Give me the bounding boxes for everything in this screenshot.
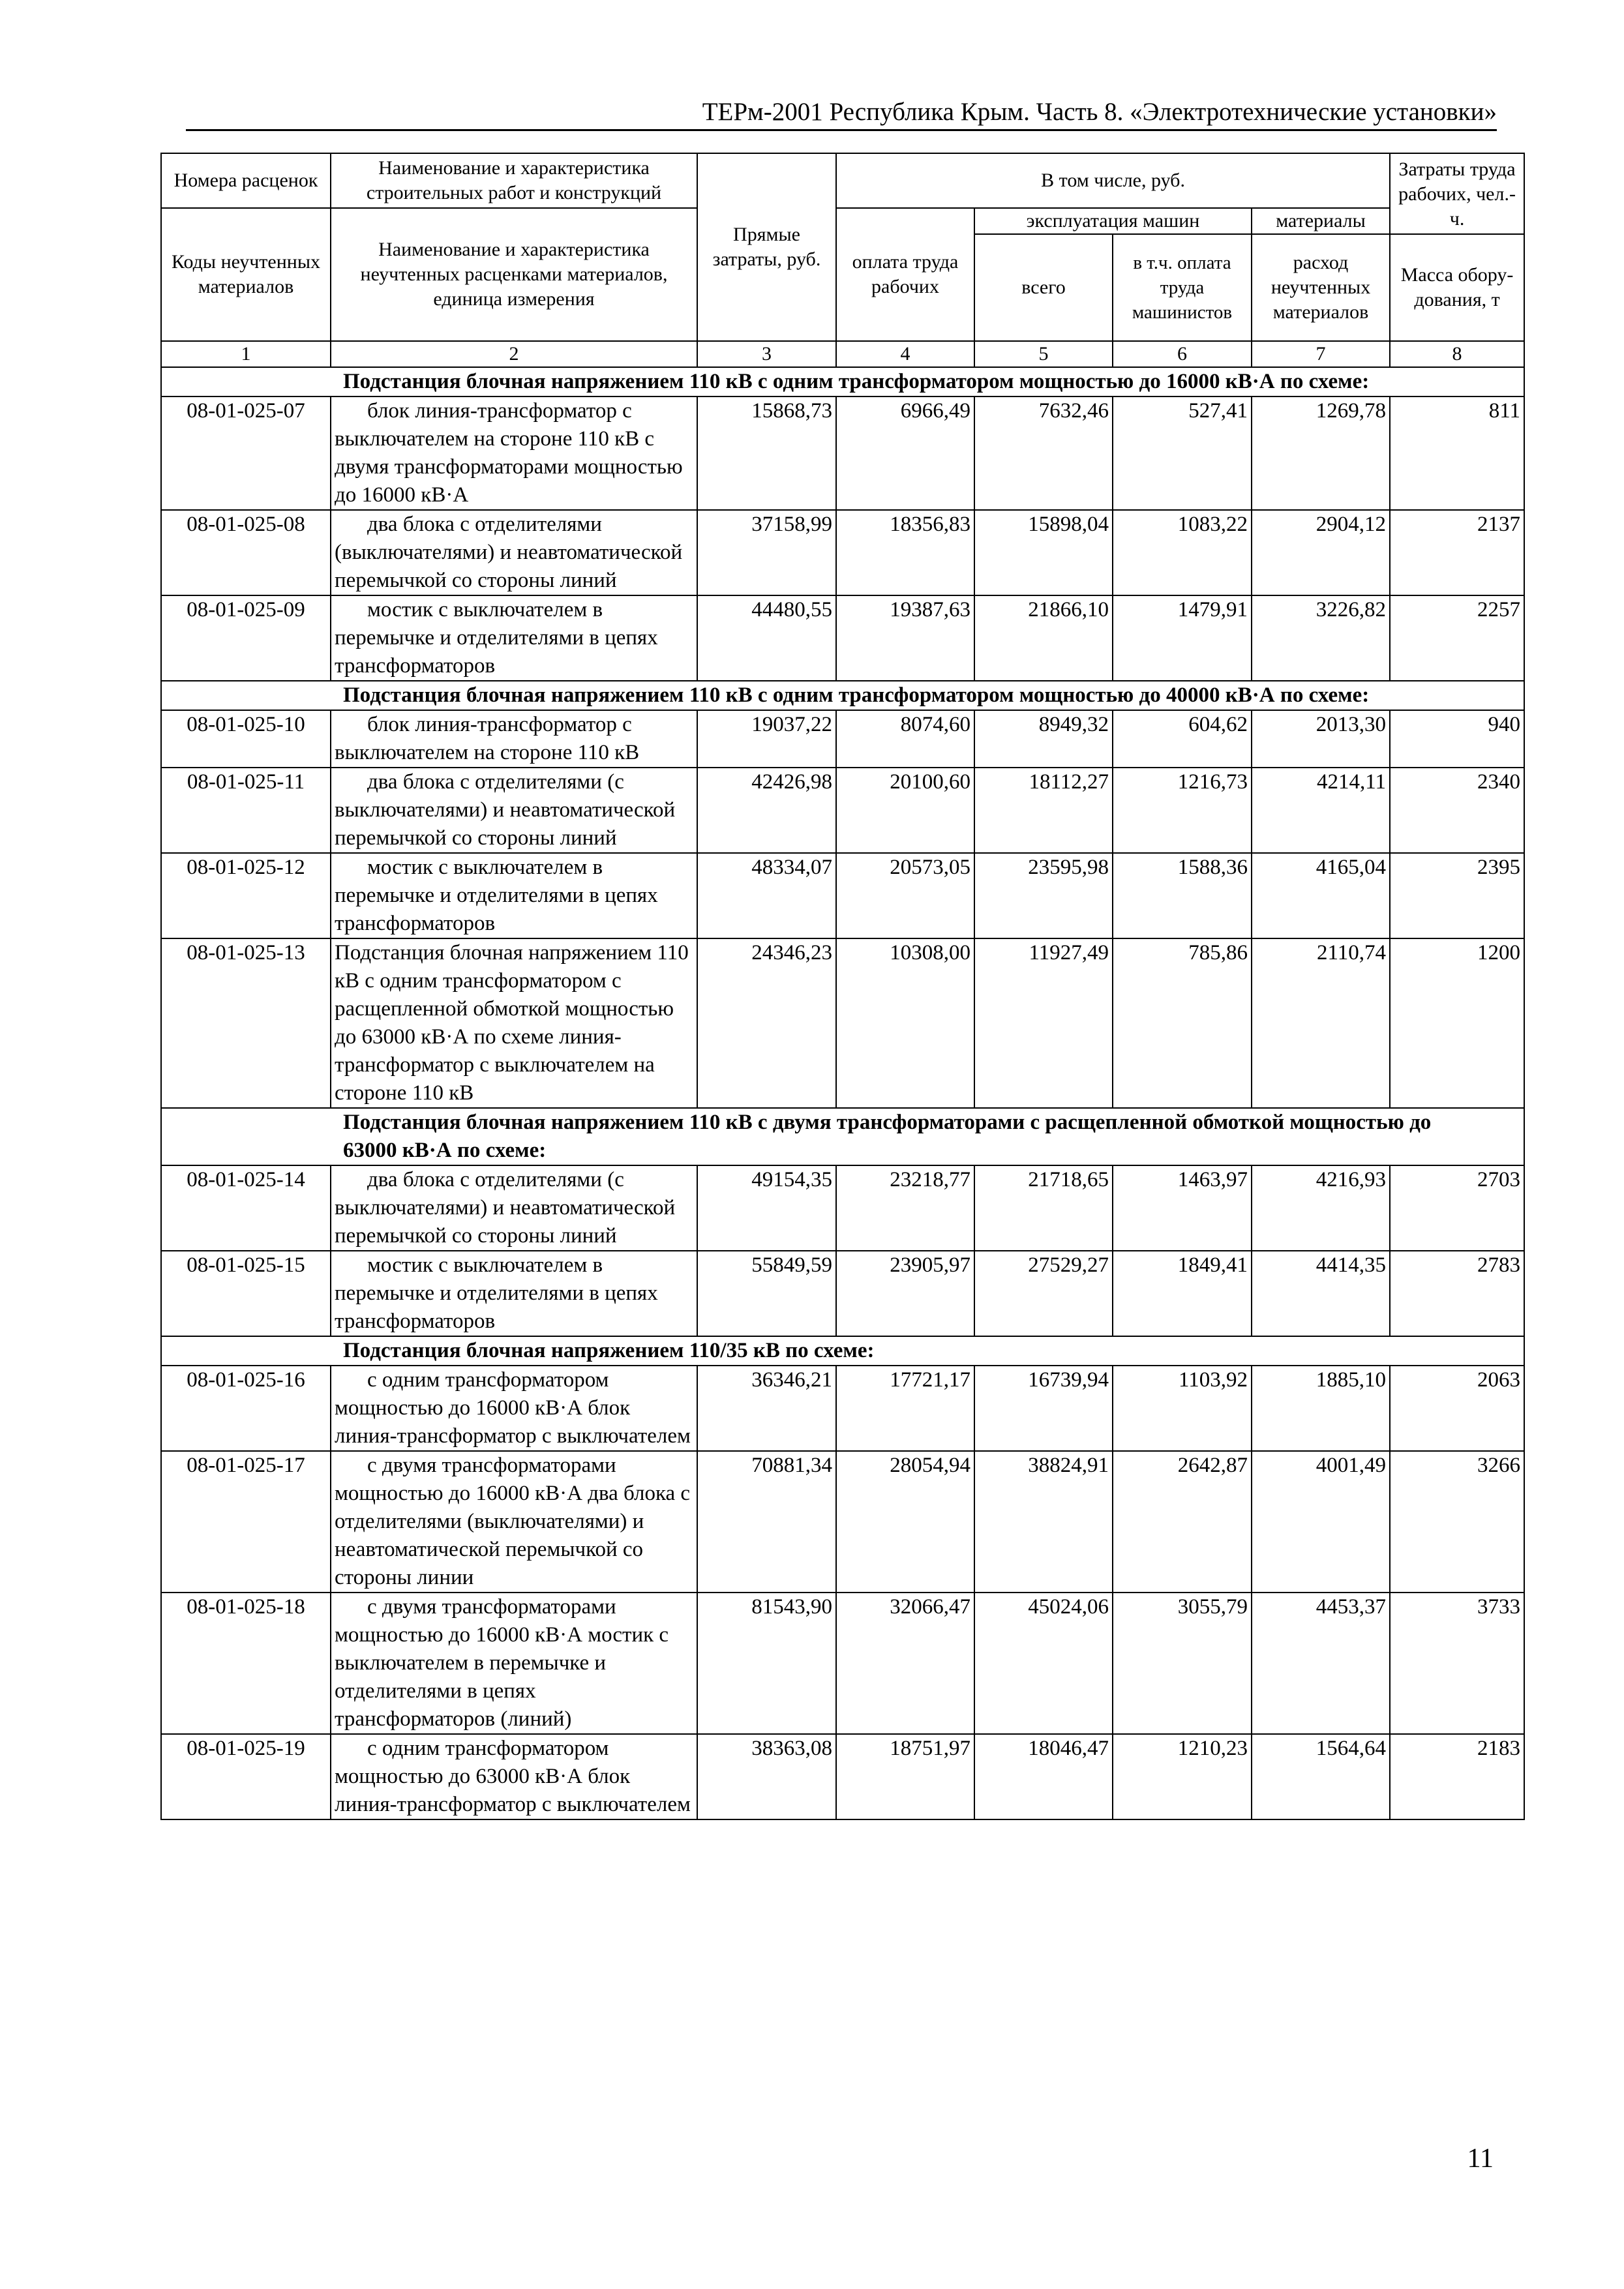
section-title: Подстанция блочная напряжением 110/35 кВ по схеме:	[161, 1336, 1524, 1366]
table-row	[161, 768, 1524, 853]
labor-hours: 811	[1390, 396, 1524, 510]
materials-cost: 4453,37	[1252, 1593, 1390, 1734]
labor-pay: 10308,00	[836, 938, 974, 1108]
header-materials: материалы	[1252, 208, 1390, 234]
work-name	[331, 1165, 697, 1251]
machines-operator-pay: 3055,79	[1113, 1593, 1252, 1734]
rate-code: 08-01-025-15	[161, 1251, 331, 1336]
machines-operator-pay: 1588,36	[1113, 853, 1252, 938]
header-unaccounted-materials: расход неучтенных материалов	[1252, 234, 1390, 341]
table-row	[161, 1251, 1524, 1336]
machines-operator-pay: 785,86	[1113, 938, 1252, 1108]
header-equipment-mass: Масса обору-дования, т	[1390, 234, 1524, 341]
machines-total: 38824,91	[974, 1451, 1113, 1593]
machines-operator-pay: 527,41	[1113, 396, 1252, 510]
machines-total: 11927,49	[974, 938, 1113, 1108]
header-machines-operator-pay: в т.ч. оплата труда машинистов	[1113, 234, 1252, 341]
work-name	[331, 1366, 697, 1451]
table-row	[161, 396, 1524, 510]
header-labor-cost: Затраты труда рабочих, чел.-ч.	[1390, 153, 1524, 234]
work-name	[331, 938, 697, 1108]
column-number: 6	[1113, 341, 1252, 367]
table-row	[161, 853, 1524, 938]
rate-code: 08-01-025-07	[161, 396, 331, 510]
work-name	[331, 1593, 697, 1734]
labor-hours: 2340	[1390, 768, 1524, 853]
rate-code: 08-01-025-18	[161, 1593, 331, 1734]
direct-costs: 38363,08	[697, 1734, 836, 1819]
work-name-text: с одним трансформатором мощностью до 63000 кВ·А блок линия-трансформатор с выключателем	[335, 1737, 691, 1816]
work-name-text: блок линия-трансформатор с выключателем на стороне 110 кВ	[335, 713, 640, 764]
labor-hours: 2395	[1390, 853, 1524, 938]
machines-total: 18046,47	[974, 1734, 1113, 1819]
table-row	[161, 938, 1524, 1108]
machines-total: 21718,65	[974, 1165, 1113, 1251]
table-row	[161, 1451, 1524, 1593]
header-material-name: Наименование и характеристика неучтенных расценками материалов, единица измерения	[331, 208, 697, 341]
work-name	[331, 1734, 697, 1819]
machines-operator-pay: 1463,97	[1113, 1165, 1252, 1251]
machines-total: 27529,27	[974, 1251, 1113, 1336]
direct-costs: 19037,22	[697, 710, 836, 768]
header-direct-costs: Прямые затраты, руб.	[697, 153, 836, 341]
work-name-text: два блока с отделителями (с выключателями) и неавтоматической перемычкой со стороны линий	[335, 770, 676, 850]
rates-table	[160, 153, 1525, 1820]
labor-pay: 8074,60	[836, 710, 974, 768]
header-incl-rub: В том числе, руб.	[836, 153, 1390, 208]
machines-operator-pay: 2642,87	[1113, 1451, 1252, 1593]
column-number: 7	[1252, 341, 1390, 367]
section-title: Подстанция блочная напряжением 110 кВ с одним трансформатором мощностью до 40000 кВ·А по схеме:	[161, 681, 1524, 710]
column-number: 3	[697, 341, 836, 367]
work-name	[331, 1251, 697, 1336]
materials-cost: 1269,78	[1252, 396, 1390, 510]
column-number: 5	[974, 341, 1113, 367]
header-work-name: Наименование и характеристика строительных работ и конструкций	[331, 153, 697, 208]
column-number: 1	[161, 341, 331, 367]
labor-pay: 18751,97	[836, 1734, 974, 1819]
column-number: 4	[836, 341, 974, 367]
machines-total: 21866,10	[974, 595, 1113, 681]
section-header-row	[161, 367, 1524, 396]
materials-cost: 4165,04	[1252, 853, 1390, 938]
machines-total: 15898,04	[974, 510, 1113, 595]
direct-costs: 37158,99	[697, 510, 836, 595]
work-name	[331, 710, 697, 768]
labor-pay: 20573,05	[836, 853, 974, 938]
section-title: Подстанция блочная напряжением 110 кВ с одним трансформатором мощностью до 16000 кВ·А по схеме:	[161, 367, 1524, 396]
work-name	[331, 595, 697, 681]
direct-costs: 48334,07	[697, 853, 836, 938]
machines-operator-pay: 1216,73	[1113, 768, 1252, 853]
table-row	[161, 1165, 1524, 1251]
work-name	[331, 510, 697, 595]
labor-pay: 17721,17	[836, 1366, 974, 1451]
materials-cost: 2013,30	[1252, 710, 1390, 768]
direct-costs: 36346,21	[697, 1366, 836, 1451]
materials-cost: 4216,93	[1252, 1165, 1390, 1251]
work-name-text: с двумя трансформаторами мощностью до 16000 кВ·А мостик с выключателем в перемычке и отделителями в цепях трансформаторов (линий)	[335, 1595, 669, 1731]
rate-code: 08-01-025-16	[161, 1366, 331, 1451]
machines-operator-pay: 1083,22	[1113, 510, 1252, 595]
direct-costs: 70881,34	[697, 1451, 836, 1593]
materials-cost: 1885,10	[1252, 1366, 1390, 1451]
work-name-text: мостик с выключателем в перемычке и отделителями в цепях трансформаторов	[335, 1253, 658, 1333]
work-name-text: два блока с отделителями (с выключателями) и неавтоматической перемычкой со стороны линий	[335, 1168, 676, 1248]
direct-costs: 55849,59	[697, 1251, 836, 1336]
header-row	[161, 153, 1524, 208]
machines-total: 23595,98	[974, 853, 1113, 938]
work-name	[331, 853, 697, 938]
labor-hours: 2137	[1390, 510, 1524, 595]
table-row	[161, 510, 1524, 595]
machines-operator-pay: 604,62	[1113, 710, 1252, 768]
rate-code: 08-01-025-08	[161, 510, 331, 595]
section-header-row	[161, 681, 1524, 710]
labor-hours: 1200	[1390, 938, 1524, 1108]
machines-operator-pay: 1210,23	[1113, 1734, 1252, 1819]
column-numbers-row	[161, 341, 1524, 367]
machines-operator-pay: 1103,92	[1113, 1366, 1252, 1451]
labor-pay: 6966,49	[836, 396, 974, 510]
labor-pay: 20100,60	[836, 768, 974, 853]
labor-hours: 3733	[1390, 1593, 1524, 1734]
table-row	[161, 1366, 1524, 1451]
header-machines-total: всего	[974, 234, 1113, 341]
labor-hours: 2063	[1390, 1366, 1524, 1451]
labor-hours: 940	[1390, 710, 1524, 768]
work-name	[331, 396, 697, 510]
rate-code: 08-01-025-09	[161, 595, 331, 681]
labor-hours: 2703	[1390, 1165, 1524, 1251]
labor-pay: 19387,63	[836, 595, 974, 681]
materials-cost: 2904,12	[1252, 510, 1390, 595]
machines-total: 8949,32	[974, 710, 1113, 768]
rate-code: 08-01-025-14	[161, 1165, 331, 1251]
work-name-text: два блока с отделителями (выключателями) и неавтоматической перемычкой со стороны линий	[335, 513, 683, 592]
work-name-text: мостик с выключателем в перемычке и отделителями в цепях трансформаторов	[335, 598, 658, 678]
materials-cost: 2110,74	[1252, 938, 1390, 1108]
work-name-text: мостик с выключателем в перемычке и отделителями в цепях трансформаторов	[335, 856, 658, 935]
section-header-row	[161, 1108, 1524, 1165]
rate-code: 08-01-025-12	[161, 853, 331, 938]
labor-pay: 32066,47	[836, 1593, 974, 1734]
materials-cost: 4214,11	[1252, 768, 1390, 853]
page-header-title: ТЕРм-2001 Республика Крым. Часть 8. «Электротехнические установки»	[702, 98, 1497, 126]
direct-costs: 44480,55	[697, 595, 836, 681]
column-number: 8	[1390, 341, 1524, 367]
rate-code: 08-01-025-13	[161, 938, 331, 1108]
table-row	[161, 1734, 1524, 1819]
header-rate-numbers: Номера расценок	[161, 153, 331, 208]
materials-cost: 3226,82	[1252, 595, 1390, 681]
work-name	[331, 768, 697, 853]
direct-costs: 81543,90	[697, 1593, 836, 1734]
machines-total: 45024,06	[974, 1593, 1113, 1734]
rate-code: 08-01-025-11	[161, 768, 331, 853]
labor-pay: 23905,97	[836, 1251, 974, 1336]
labor-pay: 28054,94	[836, 1451, 974, 1593]
materials-cost: 4414,35	[1252, 1251, 1390, 1336]
machines-total: 16739,94	[974, 1366, 1113, 1451]
labor-hours: 3266	[1390, 1451, 1524, 1593]
labor-hours: 2257	[1390, 595, 1524, 681]
labor-hours: 2183	[1390, 1734, 1524, 1819]
header-rule	[186, 129, 1497, 131]
work-name-text: Подстанция блочная напряжением 110 кВ с одним трансформатором с расщепленной обмоткой мощностью до 63000 кВ·А по схеме линия-трансформатор с выключателем на стороне 110 кВ	[335, 941, 689, 1105]
table-row	[161, 595, 1524, 681]
table-row	[161, 1593, 1524, 1734]
header-material-codes: Коды неучтенных материалов	[161, 208, 331, 341]
rate-code: 08-01-025-10	[161, 710, 331, 768]
machines-operator-pay: 1479,91	[1113, 595, 1252, 681]
work-name-text: с двумя трансформаторами мощностью до 16000 кВ·А два блока с отделителями (выключателями) и неавтоматической перемычкой со стороны линии	[335, 1454, 691, 1589]
materials-cost: 1564,64	[1252, 1734, 1390, 1819]
work-name-text: с одним трансформатором мощностью до 16000 кВ·А блок линия-трансформатор с выключателем	[335, 1368, 691, 1448]
header-machines: эксплуатация машин	[974, 208, 1252, 234]
header-labor-pay: оплата труда рабочих	[836, 208, 974, 341]
header-row	[161, 208, 1524, 234]
rate-code: 08-01-025-17	[161, 1451, 331, 1593]
machines-total: 7632,46	[974, 396, 1113, 510]
table-body	[161, 153, 1524, 1819]
machines-operator-pay: 1849,41	[1113, 1251, 1252, 1336]
column-number: 2	[331, 341, 697, 367]
machines-total: 18112,27	[974, 768, 1113, 853]
direct-costs: 49154,35	[697, 1165, 836, 1251]
work-name-text: блок линия-трансформатор с выключателем на стороне 110 кВ с двумя трансформаторами мощностью до 16000 кВ·А	[335, 399, 683, 507]
page-number: 11	[1467, 2144, 1494, 2174]
direct-costs: 24346,23	[697, 938, 836, 1108]
rate-code: 08-01-025-19	[161, 1734, 331, 1819]
materials-cost: 4001,49	[1252, 1451, 1390, 1593]
work-name	[331, 1451, 697, 1593]
section-title: Подстанция блочная напряжением 110 кВ с двумя трансформаторами с расщепленной обмоткой мощностью до 63000 кВ·А по схеме:	[161, 1108, 1524, 1165]
section-header-row	[161, 1336, 1524, 1366]
direct-costs: 42426,98	[697, 768, 836, 853]
labor-hours: 2783	[1390, 1251, 1524, 1336]
direct-costs: 15868,73	[697, 396, 836, 510]
labor-pay: 18356,83	[836, 510, 974, 595]
table-row	[161, 710, 1524, 768]
labor-pay: 23218,77	[836, 1165, 974, 1251]
